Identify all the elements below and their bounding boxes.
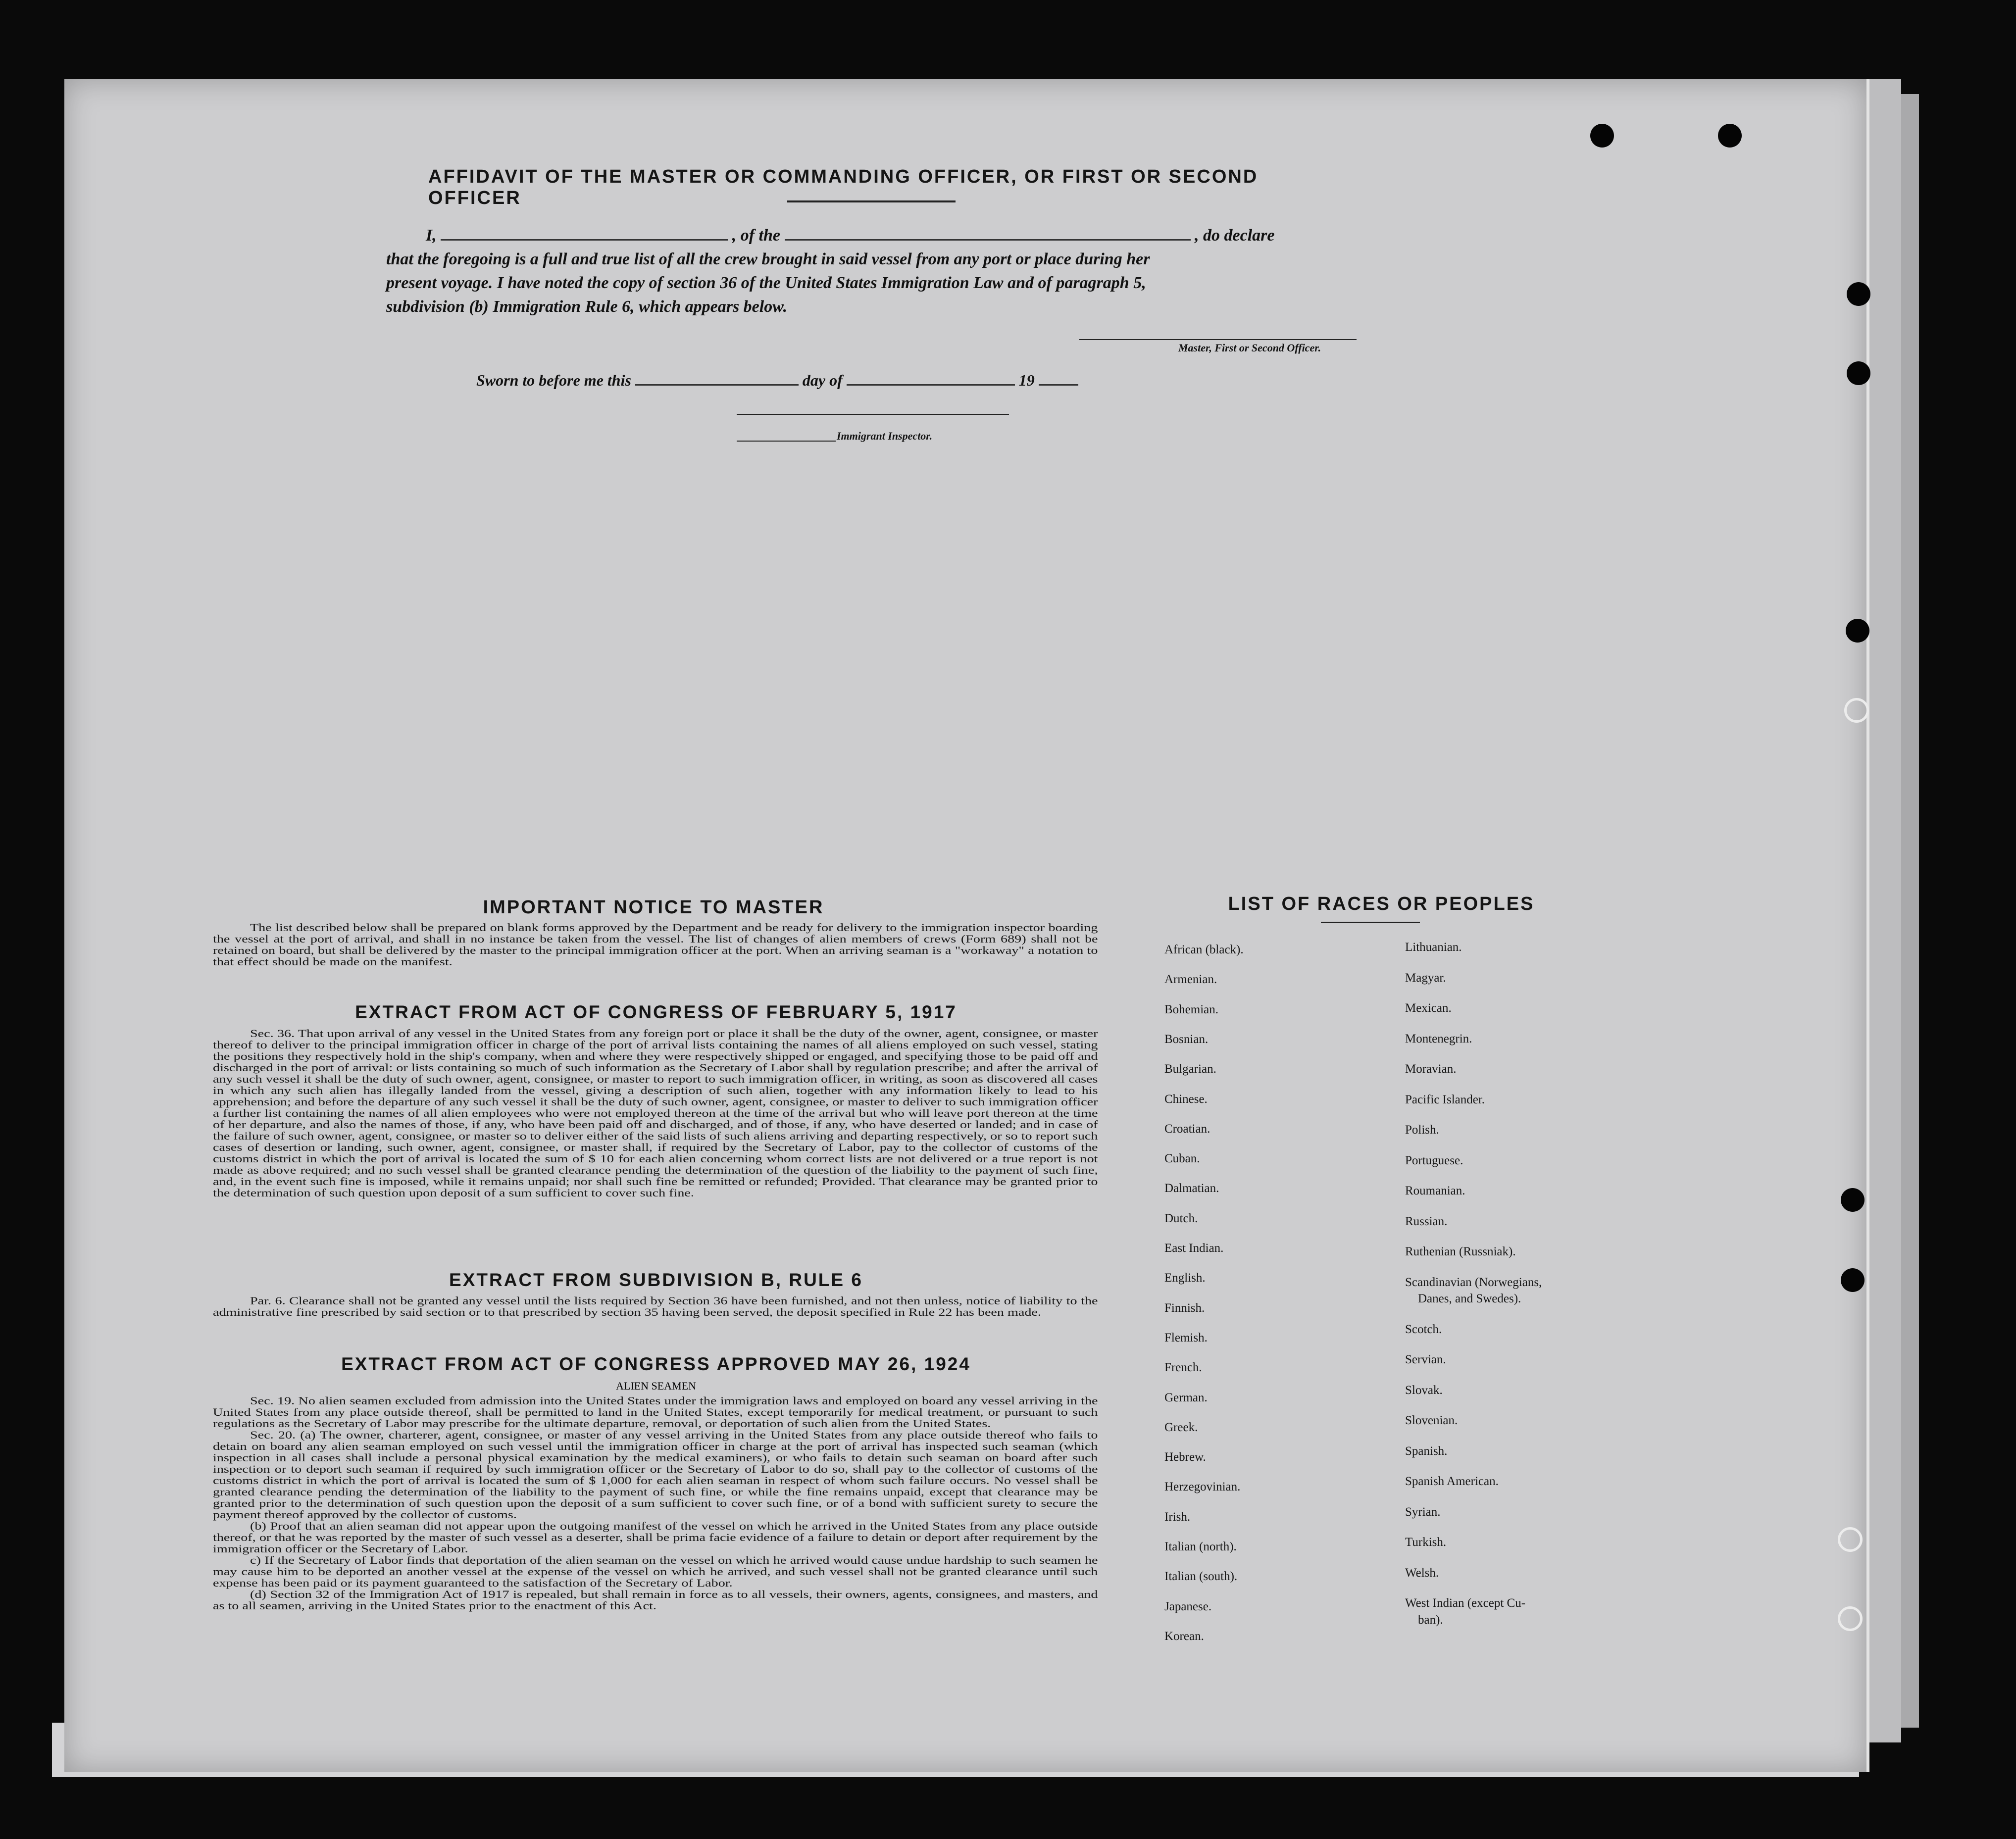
- sworn-month-field[interactable]: [847, 384, 1015, 386]
- race-item: Herzegovinian.: [1164, 1480, 1241, 1494]
- race-item: African (black).: [1164, 943, 1244, 956]
- extract-rule6-text: [213, 1295, 1098, 1318]
- race-item: Magyar.: [1405, 971, 1446, 985]
- race-item: Chinese.: [1164, 1092, 1208, 1106]
- race-item: Pacific Islander.: [1405, 1093, 1485, 1106]
- race-item: Greek.: [1164, 1420, 1198, 1434]
- sworn-year-field[interactable]: [1039, 384, 1078, 386]
- decl-line-3: present voyage. I have noted the copy of section 36 of the United States Immigration Law and of paragraph 5,: [386, 274, 1146, 292]
- race-item: Croatian.: [1164, 1122, 1210, 1136]
- race-item: Flemish.: [1164, 1331, 1208, 1344]
- inspector-line-short: [737, 441, 836, 442]
- sec-20b-paragraph: (b) Proof that an alien seaman did not appear upon the outgoing manifest of the vessel on which he arrived in the United States from any place outside thereof, or that he was reported by the master of such vessel as a deserter, shall be prima facie evidence of a failure to detain or deport after requirement by the immigration officer or the Secretary of Labor.: [213, 1520, 1098, 1555]
- race-item: Turkish.: [1405, 1536, 1447, 1549]
- punch-hole: [1846, 619, 1869, 643]
- signature-label: Master, First or Second Officer.: [1178, 342, 1321, 354]
- title-underline: [787, 200, 956, 202]
- race-item: Welsh.: [1405, 1566, 1439, 1580]
- sec-20a-paragraph: Sec. 20. (a) The owner, charterer, agent, consignee, or master of any vessel arriving in the United States from any place outside thereof who fails to detain on board any alien seaman employed on such vessel until the immigration officer in charge at the port of arrival has inspected such seaman (which inspection in all cases shall include a personal physical examination by the medical examiners), or who fails to detain such seaman on board after such inspection or to deport such seaman if required by such immigration officer or the Secretary of Labor to do so, shall pay to the collector of customs of the customs district in which the port of arrival is located the sum of $ 1,000 for each alien seaman in respect of whom such failure occurs. No vessel shall be granted clearance pending the determination of the liability to the payment of such fine, or while the fine remains unpaid, except that clearance may be granted prior to the determination of such question upon the deposit of a sum sufficient to cover such fine, or of a bond with sufficient surety to secure the payment thereof approved by the collector of customs.: [213, 1429, 1098, 1521]
- race-item: Dalmatian.: [1164, 1182, 1219, 1195]
- race-item: Armenian.: [1164, 973, 1217, 987]
- extract-rule6-title: EXTRACT FROM SUBDIVISION B, RULE 6: [449, 1270, 863, 1290]
- race-item: Russian.: [1405, 1214, 1448, 1228]
- race-item: East Indian.: [1164, 1242, 1224, 1255]
- punch-hole: [1847, 282, 1870, 306]
- inspector-label: Immigrant Inspector.: [837, 430, 933, 442]
- race-item: Finnish.: [1164, 1301, 1205, 1315]
- decl-suffix: , do declare: [1195, 226, 1275, 245]
- race-item: Moravian.: [1405, 1062, 1457, 1076]
- sec-19-paragraph: Sec. 19. No alien seamen excluded from admission into the United States under the immigration laws and employed on board any vessel arriving in the United States from any place outside thereof, shall be permitted to land in the United States, except temporarily for medical treatment, or pursuant to such regulations as the Secretary of Labor may prescribe for the ultimate departure, removal, or deportation of such alien from the United States.: [213, 1394, 1098, 1430]
- notice-paragraph: The list described below shall be prepared on blank forms approved by the Department and be ready for delivery to the immigration inspector boarding the vessel at the port of arrival, and shall in no instance be taken from the vessel. The list of changes of alien members of crews (Form 689) shall not be retained on board, but shall be delivered by the master to the principal immigration officer at the port. When an arriving seaman is a "workaway" a notation to that effect should be made on the manifest.: [213, 921, 1098, 968]
- races-title: LIST OF RACES OR PEOPLES: [1228, 894, 1535, 914]
- underlying-page-edge: [1866, 79, 1901, 1742]
- race-item: Spanish American.: [1405, 1475, 1499, 1488]
- sworn-day-field[interactable]: [635, 384, 799, 386]
- punch-hole: [1844, 698, 1869, 723]
- race-item: Lithuanian.: [1405, 941, 1462, 954]
- race-item: German.: [1164, 1391, 1208, 1404]
- race-item: Ruthenian (Russniak).: [1405, 1245, 1516, 1258]
- punch-hole: [1838, 1527, 1863, 1552]
- race-item: Korean.: [1164, 1629, 1204, 1643]
- race-item: English.: [1164, 1271, 1206, 1285]
- race-item: West Indian (except Cu-: [1405, 1596, 1526, 1610]
- underlying-page-edge-2: [1901, 94, 1919, 1728]
- affidavit-title: AFFIDAVIT OF THE MASTER OR COMMANDING OFFICER, OR FIRST OR SECOND OFFICER: [428, 166, 1259, 208]
- race-item: Danes, and Swedes).: [1418, 1292, 1521, 1305]
- race-item: Roumanian.: [1405, 1184, 1465, 1197]
- rule6-paragraph: Par. 6. Clearance shall not be granted any vessel until the lists required by Section 36 have been furnished, and not then unless, notice of liability to the administrative fine prescribed by said section or to that prescribed by section 35 having been served, the deposit specified in Rule 22 has been made.: [213, 1294, 1098, 1318]
- alien-seamen-subtitle: ALIEN SEAMEN: [616, 1380, 696, 1392]
- punch-hole: [1847, 361, 1870, 385]
- race-item: Italian (north).: [1164, 1540, 1237, 1553]
- race-item: Syrian.: [1405, 1505, 1441, 1519]
- race-item: Slovenian.: [1405, 1414, 1458, 1427]
- section-36-paragraph: Sec. 36. That upon arrival of any vessel in the United States from any foreign port or place it shall be the duty of the owner, agent, consignee, or master thereof to deliver to the principal immigration officer in charge of the port of arrival lists containing the names of all aliens employed on such vessel, stating the positions they respectively hold in the ship's company, when and where they were respectively shipped or engaged, and specifying those to be paid off and discharged in the port of arrival: or lists containing so much of such information as the Secretary of Labor shall by regulation prescribe; and after the arrival of any such vessel it shall be the duty of such owner, agent, consignee, or master to report to such immigration officer, in writing, as soon as discovered all cases in which any such alien has illegally landed from the vessel, giving a description of such alien, together with any information likely to lead to his apprehension; and before the departure of any such vessel it shall be the duty of such owner, agent, consignee, or master to deliver to such immigration officer a further list containing the names of all alien employees who were not employed thereon at the time of the arrival but who will leave port thereon at the time of her departure, and also the names of those, if any, who have been paid off and discharged, and of those, if any, who have deserted or landed; and in case of the failure of such owner, agent, consignee, or master so to deliver either of the said lists of such aliens arriving and departing respectively, or so to report such cases of desertion or landing, such owner, agent, consignee, or master shall, if required by the Secretary of Labor, pay to the collector of customs of the customs district in which the port of arrival is located the sum of $ 10 for each alien concerning whom correct lists are not delivered or a true report is not made as above required; and no such vessel shall be granted clearance pending the determination of the question of the liability to the payment of such fine, and, in the event such fine is imposed, while it remains unpaid; nor shall such fine be remitted or refunded; Provided. That clearance may be granted prior to the determination of such question upon deposit of a sum sufficient to cover such fine.: [213, 1027, 1098, 1199]
- punch-hole: [1590, 124, 1614, 148]
- race-item: Scandinavian (Norwegians,: [1405, 1275, 1542, 1289]
- races-title-underline: [1321, 922, 1420, 923]
- signature-line[interactable]: [1079, 339, 1357, 340]
- race-item: Spanish.: [1405, 1444, 1448, 1458]
- race-item: Mexican.: [1405, 1001, 1452, 1015]
- race-item: Slovak.: [1405, 1383, 1443, 1397]
- race-item: ban).: [1418, 1613, 1443, 1627]
- race-item: Hebrew.: [1164, 1450, 1206, 1464]
- decl-mid: , of the: [732, 226, 781, 245]
- punch-hole: [1718, 124, 1742, 148]
- race-item: Portuguese.: [1405, 1153, 1463, 1167]
- decl-line-2: that the foregoing is a full and true list of all the crew brought in said vessel from any port or place during her: [386, 250, 1150, 268]
- race-item: Scotch.: [1405, 1322, 1442, 1336]
- sec-20d-paragraph: (d) Section 32 of the Immigration Act of 1917 is repealed, but shall remain in force as to all vessels, their owners, agents, consignees, and masters, and as to all seamen, arriving in the United States prior to the enactment of this Act.: [213, 1588, 1098, 1612]
- sworn-year: 19: [1018, 371, 1035, 389]
- declaration-text: [386, 224, 1376, 319]
- vessel-field[interactable]: [785, 239, 1191, 241]
- race-item: Polish.: [1405, 1123, 1439, 1137]
- race-item: Bosnian.: [1164, 1032, 1209, 1046]
- race-item: Dutch.: [1164, 1211, 1198, 1225]
- decl-prefix: I,: [426, 226, 437, 245]
- notice-text: [213, 922, 1098, 967]
- race-item: Servian.: [1405, 1353, 1446, 1366]
- race-item: Bohemian.: [1164, 1002, 1219, 1016]
- sworn-dayof: day of: [802, 371, 843, 389]
- name-field[interactable]: [441, 239, 728, 241]
- extract-1924-title: EXTRACT FROM ACT OF CONGRESS APPROVED MAY 26, 1924: [341, 1354, 971, 1374]
- race-item: Italian (south).: [1164, 1570, 1238, 1584]
- extract-1917-text: [213, 1028, 1098, 1198]
- race-item: Irish.: [1164, 1510, 1191, 1524]
- race-item: French.: [1164, 1361, 1202, 1375]
- race-item: Montenegrin.: [1405, 1032, 1472, 1045]
- extract-1917-title: EXTRACT FROM ACT OF CONGRESS OF FEBRUARY 5, 1917: [355, 1002, 957, 1022]
- inspector-line[interactable]: [737, 414, 1009, 415]
- decl-line-4: subdivision (b) Immigration Rule 6, which appears below.: [386, 298, 788, 316]
- punch-hole: [1841, 1268, 1865, 1292]
- sec-20c-paragraph: c) If the Secretary of Labor finds that deportation of the alien seaman on the vessel on which he arrived would cause undue hardship to such seamen he may cause him to be deported an another vessel at the expense of the vessel on which he arrived, and such vessel shall not be granted clearance until such expense has been paid or its payment guaranteed to the satisfaction of the Secretary of Labor.: [213, 1554, 1098, 1589]
- sworn-line: [476, 371, 1078, 390]
- punch-hole: [1841, 1188, 1865, 1212]
- race-item: Japanese.: [1164, 1599, 1212, 1613]
- notice-title: IMPORTANT NOTICE TO MASTER: [483, 897, 824, 918]
- sworn-prefix: Sworn to before me this: [476, 371, 631, 389]
- extract-1924-text: [213, 1395, 1098, 1611]
- race-item: Cuban.: [1164, 1152, 1200, 1166]
- punch-hole: [1838, 1606, 1863, 1631]
- race-item: Bulgarian.: [1164, 1062, 1216, 1076]
